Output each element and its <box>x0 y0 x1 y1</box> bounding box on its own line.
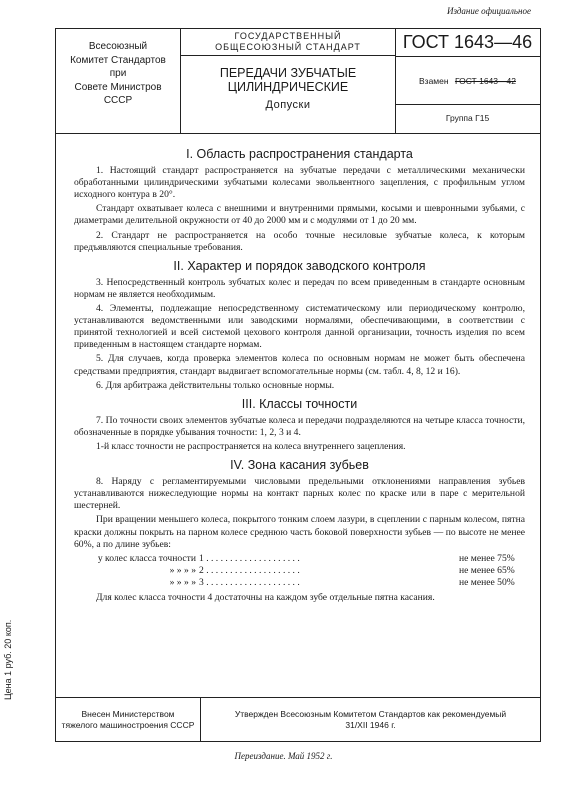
replaces <box>395 57 540 105</box>
standard-type <box>181 29 395 56</box>
issuing-committee <box>56 29 181 133</box>
row-label: » » » » <box>169 576 196 588</box>
edition-note: Издание официальное <box>446 6 531 16</box>
table-row <box>74 553 525 565</box>
row-label: » » » » <box>169 564 196 576</box>
title-line: ПЕРЕДАЧИ ЗУБЧАТЫЕ <box>219 66 357 80</box>
section-title: I. Область распространения стандарта <box>186 147 413 161</box>
table-row <box>74 565 525 577</box>
row-class: 3 . . . . . . . . . . . . . . . . . . . . <box>199 576 300 588</box>
paragraph: 8. Наряду с регламентируемыми числовыми предельными отклонениями направления зубьев устанавливаются нижеследующие нормы на контакт парных колес по краске или в паре с мерительной шестерней. <box>74 476 525 512</box>
paragraph: 3. Непосредственный контроль зубчатых колес и передач по всем приведенным в стандарте основным нормам не является необходимым. <box>74 276 525 300</box>
footer-line: Внесен Министерством <box>81 709 175 719</box>
standard-type-line: ОБЩЕСОЮЗНЫЙ СТАНДАРТ <box>215 42 361 52</box>
committee-line: при <box>109 68 127 79</box>
section-title: III. Классы точности <box>241 396 358 411</box>
paragraph: 6. Для арбитража действительны только основные нормы. <box>96 379 335 391</box>
document-title <box>181 56 395 94</box>
introduced-by <box>56 698 201 742</box>
committee-line: Совете Министров <box>74 81 162 93</box>
footer-block <box>56 697 540 744</box>
document-frame <box>55 28 541 742</box>
class-number: 1 <box>199 552 204 564</box>
paragraph: 1-й класс точности не распространяется на колеса внутреннего зацепления. <box>96 440 406 452</box>
replaces-value: ГОСТ 1643—42 <box>454 76 516 86</box>
row-label: у колес класса точности <box>97 552 196 564</box>
section-title: IV. Зона касания зубьев <box>230 458 369 473</box>
table-row <box>74 577 525 589</box>
standard-type-line: ГОСУДАРСТВЕННЫЙ <box>234 31 342 41</box>
reprint-note: Переиздание. Май 1952 г. <box>234 751 333 761</box>
gost-number: ГОСТ 1643—46 <box>395 29 540 57</box>
paragraph: 4. Элементы, подлежащие непосредственному систематическому или периодическому контролю, устанавливаются ведомственными или заводскими нормалями, обеспечивающими, в соответствии с принятой технологией и всей системой цехового контроля данной организации, точность изделия по всем приведенным в настоящем стандарте нормам. <box>74 303 525 351</box>
group-code: Группа Г15 <box>445 113 490 123</box>
committee-line: СССР <box>103 95 133 106</box>
paragraph: 5. Для случаев, когда проверка элементов колеса по основным нормам не может быть обеспечена средствами предприятия, стандарт выдвигает вспомогательные нормы (см. табл. 4, 8, 12 и 16). <box>74 353 525 377</box>
document-subtitle: Допуски <box>265 99 311 111</box>
paragraph: 2. Стандарт не распространяется на особо точные несиловые зубчатые колеса, к которым предъявляются специальные требования. <box>74 229 525 253</box>
header-block <box>56 29 540 134</box>
paragraph: 7. По точности своих элементов зубчатые колеса и передачи подразделяются на четыре класса точности, обозначенные в порядке убывания точности: 1, 2, 3 и 4. <box>74 414 525 438</box>
row-class: 1 . . . . . . . . . . . . . . . . . . . . <box>199 552 300 564</box>
row-class: 2 . . . . . . . . . . . . . . . . . . . . <box>199 564 300 576</box>
footer-line: 31/XII 1946 г. <box>345 720 396 730</box>
gost-block <box>395 29 540 133</box>
paragraph: 1. Настоящий стандарт распространяется на зубчатые передачи с металлическими механически обработанными цилиндрическими зубчатыми колесами эвольвентного зацепления, с профильным углом исходного контура в 20°. <box>74 165 525 201</box>
footer-line: тяжелого машиностроения СССР <box>61 720 195 730</box>
row-value: не менее 75% <box>459 552 515 564</box>
row-value: не менее 50% <box>459 576 515 588</box>
committee-line: Комитет Стандартов <box>70 54 166 66</box>
title-block <box>181 29 396 133</box>
class-number: 3 <box>199 576 204 588</box>
paragraph: При вращении меньшего колеса, покрытого тонким слоем лазури, в сцеплении с парным колесом, пятна краски должны покрыть на парном колесе среднюю часть боковой поверхности зубьев — по высоте не менее 60%, а по длине зубьев: <box>74 514 525 550</box>
title-line: ЦИЛИНДРИЧЕСКИЕ <box>227 80 349 94</box>
class-number: 2 <box>199 564 204 576</box>
price-label: Цена 1 руб. 20 коп. <box>3 619 13 700</box>
paragraph: Стандарт охватывает колеса с внешними и внутренними прямыми, косыми и шевронными зубьями, с диаметрами делительной окружности от 40 до 2000 мм и с модулями от 1 до 20 мм. <box>74 203 525 227</box>
replaces-label: Взамен <box>419 76 449 86</box>
committee-line: Всесоюзный <box>88 41 148 52</box>
footer-line: Утвержден Всесоюзным Комитетом Стандартов как рекомендуемый <box>234 709 507 719</box>
document-body <box>74 142 525 606</box>
approved-by <box>201 698 540 731</box>
paragraph: Для колес класса точности 4 достаточны на каждом зубе отдельные пятна касания. <box>96 592 435 603</box>
row-value: не менее 65% <box>459 564 515 576</box>
section-title: II. Характер и порядок заводского контроля <box>173 258 426 273</box>
contact-table <box>74 553 525 589</box>
